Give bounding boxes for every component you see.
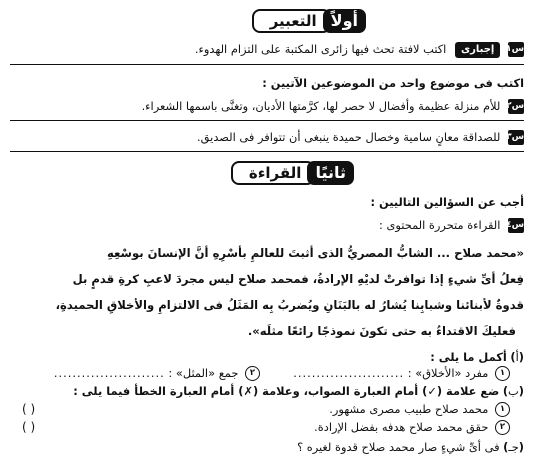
question-badge: س١ [508, 42, 524, 57]
passage-line: قدوةٌ لأبنائنا وشبابِنا يُشارُ له بالبَنَانِ ويُضربُ بِه المَثَلُ فى الالتزامِ والأخلاقِ الحميدةِ، [55, 298, 524, 312]
passage-line: فِعلُ أىِّ شيءٍ إذا توافرتْ لديْهِ الإرادةُ، فمحمد صلاح ليس مجردَ لاعبِ كرةِ قدمٍ بل [72, 272, 524, 286]
question-text: اكتب لافتة تحث فيها زائرى المكتبة على التزام الهدوء. [194, 42, 447, 56]
divider [10, 151, 524, 152]
item-text: محمد صلاح طبيب مصرى مشهور. [329, 402, 489, 416]
part-a-text: أكمل ما يلى : [430, 350, 507, 364]
divider [10, 120, 524, 121]
item-text: مفرد «الأخلاق» : [407, 366, 489, 380]
question-text: القراءة متحررة المحتوى : [379, 218, 501, 232]
part-a-items [10, 364, 510, 382]
part-b-label: ب [508, 384, 519, 398]
item-text: جمع «المثل» : [168, 366, 239, 380]
answer-mark: ( ) [22, 420, 36, 434]
part-b: (ب) ضع علامة (✓) أمام العبارة الصواب، وعلامة (✗) أمام العبارة الخطأ فيما يلى : [73, 384, 524, 398]
section-number: ثانيًا [307, 161, 354, 185]
passage-line: فعليكَ الاقتداءُ به حتى تكونَ نموذجًا رائعًا مثلَه». [247, 324, 516, 338]
answer-mark: ( ) [22, 402, 36, 416]
part-c-text: فى أىِّ شيءٍ صار محمد صلاح قدوة لغيره ؟ [297, 440, 500, 454]
section-title: التعبير [252, 9, 331, 33]
item-number: ١ [495, 402, 510, 417]
answer-instruction: أجب عن السؤالين التاليين : [370, 195, 524, 209]
item-number: ١ [495, 366, 510, 381]
question-1 [10, 40, 524, 58]
question-badge: س٣ [508, 130, 524, 145]
part-a-label: أ [515, 350, 519, 364]
divider [10, 64, 524, 65]
question-4 [10, 216, 524, 234]
answer-blank: ........................ [53, 366, 165, 380]
part-b-text: ضع علامة (✓) أمام العبارة الصواب، وعلامة (✗) أمام العبارة الخطأ فيما يلى : [73, 384, 500, 398]
choose-instruction: اكتب فى موضوع واحد من الموضوعين الآتيين : [262, 76, 524, 90]
part-c: (جـ) فى أىِّ شيءٍ صار محمد صلاح قدوة لغيره ؟ [297, 440, 524, 454]
part-c-label: جـ [508, 440, 519, 454]
answer-blank: ........................ [293, 366, 405, 380]
question-text: للصداقة معانٍ سامية وخصال حميدة ينبغى أن تتوافر فى الصديق. [197, 130, 501, 144]
question-badge: س٢ [508, 99, 524, 114]
part-a: (أ) أكمل ما يلى : [430, 350, 524, 364]
question-text: للأم منزلة عظيمة وأفضال لا حصر لها، كرَّمتها الأديان، وتغنَّى باسمها الشعراء. [141, 99, 501, 113]
passage-line: «محمد صلاح ... الشابُّ المصريُّ الذى أثبتَ للعالمِ بأسْرِهِ أنَّ الإنسانَ بوسْعِهِ [106, 246, 524, 260]
section-number: أولاً [323, 9, 366, 33]
section-title: القراءة [231, 161, 316, 185]
item-number: ٢ [495, 420, 510, 435]
section-header-reading [231, 160, 354, 186]
question-badge: س٤ [508, 218, 524, 233]
question-2 [10, 97, 524, 115]
item-number: ٢ [245, 366, 260, 381]
section-header-expression [252, 8, 366, 34]
item-text: حقق محمد صلاح هدفه بفضل الإرادة. [314, 420, 489, 434]
question-3 [10, 128, 524, 146]
mandatory-badge: إجبارى [455, 42, 500, 58]
part-b-item [80, 400, 510, 418]
part-b-item [80, 418, 510, 436]
